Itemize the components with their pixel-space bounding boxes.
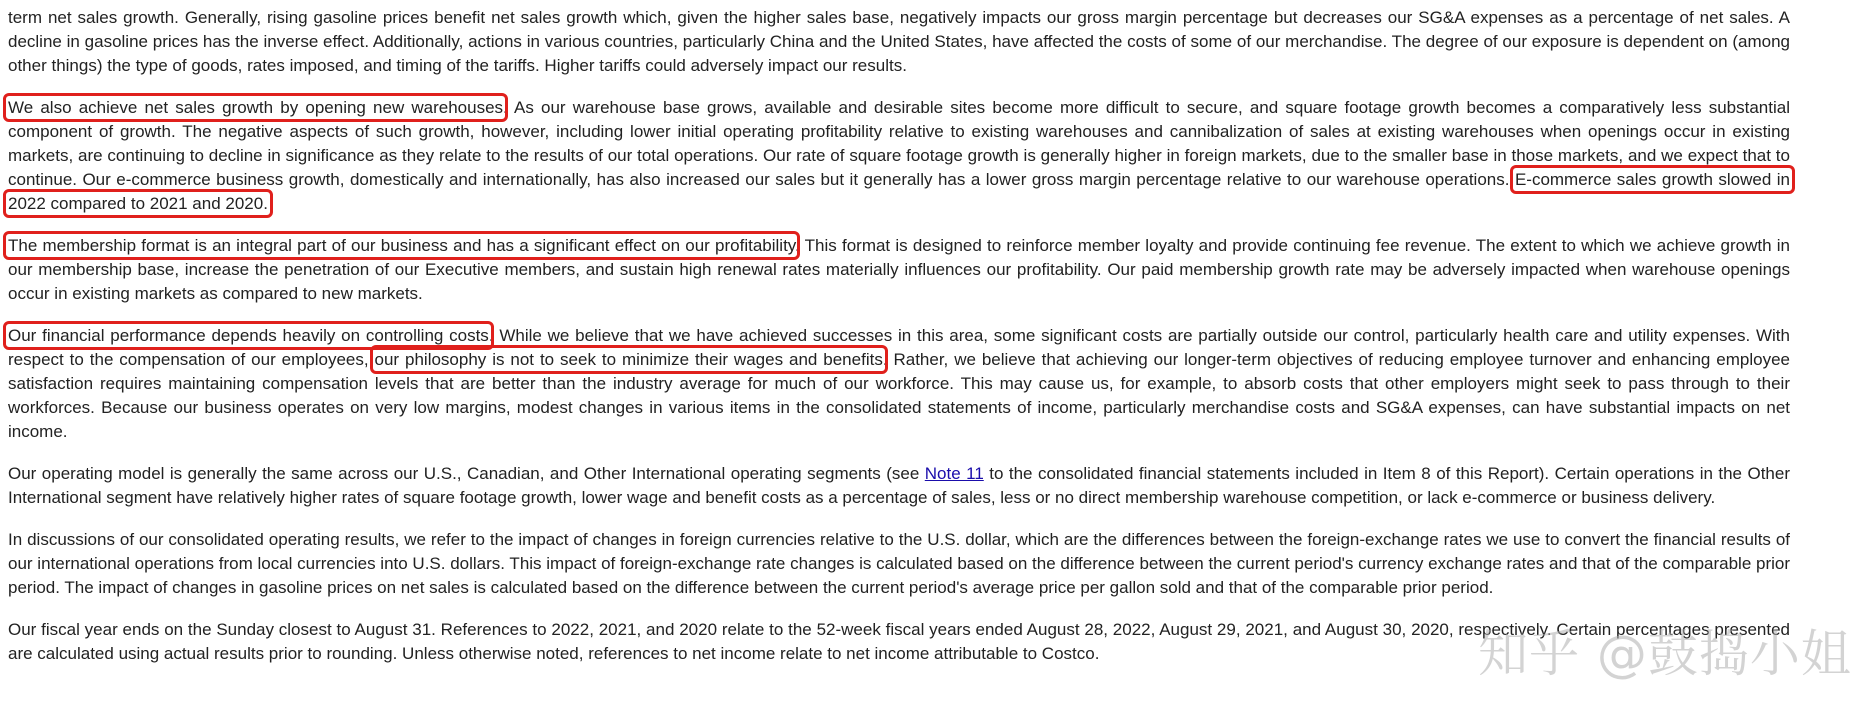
paragraph-operating-model (8, 462, 1790, 510)
paragraph-text: . Rather, we believe that achieving our longer-term objectives of reducing employee turnover and enhancing employee satisfaction requires maintaining compensation levels that are better than the industry average for much of our workforce. This may cause us, for example, to absorb costs that other employers might seek to pass through to their workforces. Because our business operates on very low margins, modest changes in various items in the consolidated statements of income, particularly merchandise costs and SG&A expenses, can have substantial impacts on net income. (8, 350, 1790, 441)
paragraph-foreign-currency (8, 528, 1790, 600)
paragraph-membership (8, 234, 1790, 306)
highlighted-phrase-new-warehouses: We also achieve net sales growth by opening new warehouses (8, 98, 504, 117)
note-11-link[interactable]: Note 11 (924, 464, 984, 483)
paragraph-text: . As our warehouse base grows, available and desirable sites become more difficult to secure, and square footage growth becomes a comparatively less substantial component of growth. The negative aspects of such growth, however, including lower initial operating profitability relative to existing warehouses and cannibalization of sales at existing warehouses when openings occur in existing markets, are continuing to decline in significance as they relate to the results of our total operations. Our rate of square footage growth is generally higher in foreign markets, due to the smaller base in those markets, and we expect that to continue. Our e-commerce business growth, domestically and internationally, has also increased our sales but it generally has a lower gross margin percentage relative to our warehouse operations. (8, 98, 1790, 189)
highlighted-phrase-ecommerce-slowed: E-commerce sales growth slowed in 2022 compared to 2021 and 2020. (8, 170, 1790, 213)
paragraph-text: . While we believe that we have achieved successes in this area, some significant costs are partially outside our control, particularly health care and utility expenses. With respect to the compensation of our employees, (8, 326, 1790, 369)
watermark-text: 知乎 @鼓捣小姐 (1478, 625, 1852, 683)
paragraph-text: In discussions of our consolidated operating results, we refer to the impact of changes in foreign currencies relative to the U.S. dollar, which are the differences between the foreign-exchange rates we use to convert the financial results of our international operations from local currencies into U.S. dollars. This impact of foreign-exchange rate changes is calculated based on the difference between the current period's currency exchange rates and that of the comparable prior period. The impact of changes in gasoline prices on net sales is calculated based on the difference between the current period's average price per gallon sold and that of the comparable prior period. (8, 530, 1791, 597)
highlighted-phrase-controlling-costs: Our financial performance depends heavily on controlling costs (8, 326, 489, 345)
paragraph-warehouse-growth (8, 96, 1790, 216)
paragraph-text: Our operating model is generally the same across our U.S., Canadian, and Other International operating segments (see (8, 464, 925, 483)
paragraph-cost-control (8, 324, 1790, 444)
paragraph-text: term net sales growth. Generally, rising gasoline prices benefit net sales growth which, given the higher sales base, negatively impacts our gross margin percentage but decreases our SG&A expenses as a percentage of net sales. A decline in gasoline prices has the inverse effect. Additionally, actions in various countries, particularly China and the United States, have affected the costs of some of our merchandise. The degree of our exposure is dependent on (among other things) the type of goods, rates imposed, and timing of the tariffs. Higher tariffs could adversely impact our results. (8, 8, 1790, 75)
highlighted-phrase-membership-format: The membership format is an integral part of our business and has a significant effect on our profitability (8, 236, 796, 255)
paragraph-text: to the consolidated financial statements included in Item 8 of this Report). Certain operations in the Other International segment have relatively higher rates of square footage growth, lower wage and benefit costs as a percentage of sales, less or no direct membership warehouse competition, or lack e-commerce or business delivery. (8, 464, 1790, 507)
document-body (8, 6, 1790, 684)
paragraph-text: . This format is designed to reinforce member loyalty and provide continuing fee revenue. The extent to which we achieve growth in our membership base, increase the penetration of our Executive members, and sustain high renewal rates materially influences our profitability. Our paid membership growth rate may be adversely impacted when warehouse openings occur in existing markets as compared to new markets. (8, 236, 1790, 303)
paragraph-gasoline-tariffs (8, 6, 1790, 78)
paragraph-fiscal-year (8, 618, 1790, 666)
paragraph-text: Our fiscal year ends on the Sunday closest to August 31. References to 2022, 2021, and 2020 relate to the 52-week fiscal years ended August 28, 2022, August 29, 2021, and August 30, 2020, respectively. Certain percentages presented are calculated using actual results prior to rounding. Unless otherwise noted, references to net income relate to net income attributable to Costco. (8, 620, 1790, 663)
highlighted-phrase-wages-philosophy: our philosophy is not to seek to minimize their wages and benefits (374, 350, 883, 369)
